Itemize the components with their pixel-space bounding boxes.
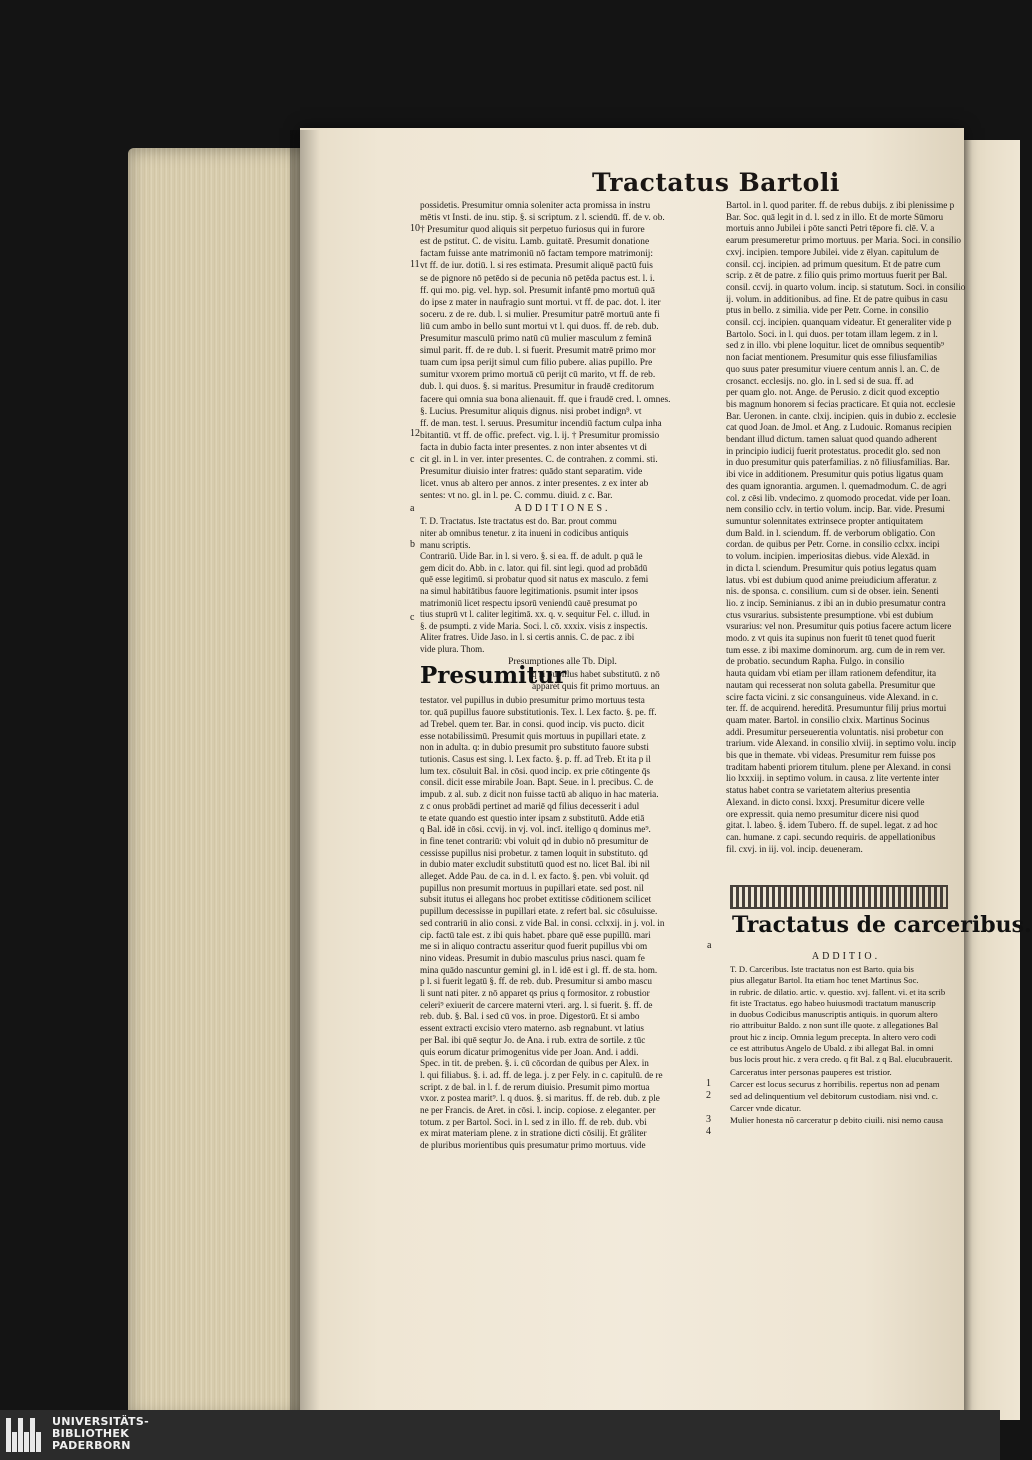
text-line: ore expressit. quia nemo presumitur dicere nisi quod [726, 808, 919, 819]
presumitur-line-2: apparet quis fit primo mortuus. an [532, 682, 660, 693]
text-line: tutionis. Casus est sing. l. Lex facto. §. p. ff. ad Treb. Et ita p il [420, 753, 651, 764]
text-line: l. qui filiabus. §. i. ad. ff. de lega. j. z per Fely. in c. capitulū. de re [420, 1069, 663, 1080]
text-line: sumitur vxorem primo mortuā cū perijt cū marito, vt ff. de reb. [420, 370, 656, 381]
text-line: me si in aliquo contractu asseritur quod fuerit pupillus vbi om [420, 941, 648, 952]
facing-page-edge [960, 140, 1020, 1420]
text-line: sed contrariū in alio consi. z vide Bal. in consi. cclxxij. in j. vol. in [420, 917, 665, 928]
text-line: bus locis prout hic. z vera credo. q fit Bal. z q Bal. elucubrauerit. [730, 1054, 953, 1065]
text-line: nautam qui recesserat non soluta gabella. Presumitur que [726, 679, 936, 690]
text-line: se de pignore nō petēdo si de pecunia nō petēda pactus est. l. i. [420, 273, 655, 284]
text-line: prout hic z incip. Omnia legum precepta. In altero vero codi [730, 1031, 937, 1042]
text-line: do ipse z mater in naufragio sunt mortui. vt ff. de pac. dot. l. iter [420, 297, 661, 308]
text-line: in rubric. de dilatio. artic. v. questio. xvj. fallent. vi. et ita scrib [730, 986, 946, 997]
text-line: cip. factū tale est. z ibi quis habet. pbare quē esse pupillū. mari [420, 929, 651, 940]
margin-number: 12 [410, 428, 420, 439]
library-logo-icon [6, 1418, 46, 1452]
text-line: † Presumitur quod aliquis sit perpetuo furiosus qui in furore [420, 225, 645, 236]
text-line: ff. de man. test. l. seruus. Presumitur incendiū factum culpa inha [420, 418, 662, 429]
text-line: in dicta l. sciendum. Presumitur quis potius legatus quam [726, 562, 937, 573]
text-line: traditam habenti priorem titulum. plene per Alexand. in consi [726, 761, 952, 772]
text-line: niter ab omnibus tenetur. z ita inueni in codicibus antiquis [420, 527, 629, 538]
text-line: cit gl. in l. in ver. inter presentes. C. de contrahen. z commi. sti. [420, 454, 658, 465]
text-line: ad Trebel. quem ter. Bar. in consi. quod incip. vis pucto. dicit [420, 718, 645, 729]
text-line: Aliter fratres. Uide Jaso. in l. si certis annis. C. de pac. z ibi [420, 632, 635, 643]
text-line: des quam ignorantia. argumen. l. quemadmodum. C. de agri [726, 480, 947, 491]
margin-note-letter: a [410, 503, 415, 514]
page-stack-edge [128, 148, 314, 1418]
text-line: vide plura. Thom. [420, 643, 485, 654]
text-line: li sunt nati piter. z nō apparet qs prius q formositor. z robustior [420, 988, 650, 999]
text-line: te etate quando est questio inter ipsam z substitutū. Adde etiā [420, 812, 645, 823]
text-line: earum presumeretur primo mortuus. per Maria. Soci. in consilio [726, 235, 961, 246]
text-line: Bar. Soc. quā legit in d. l. sed z in illo. Et de morte Sūmoru [726, 211, 944, 222]
text-line: scrip. z ēt de patre. z filio quis primo mortuus fuerit per Bal. [726, 270, 948, 281]
text-line: facere qui omnia sua bona alienauit. ff. que i fraudē cred. l. omnes. [420, 394, 671, 405]
text-line: Presumitur diuisio inter fratres: quādo stant separatim. vide [420, 467, 643, 478]
text-line: totum. z per Bartol. Soci. in l. sed z in illo. ff. de reb. dub. vbi [420, 1116, 647, 1127]
text-line: z c onus probādi pertinet ad mariē qd filius decesserit i adul [420, 800, 640, 811]
text-line: quo suus pater presumitur viuere centum annis l. an. C. de [726, 363, 940, 374]
text-line: mortuis anno Jubilei i pōte sancti Petri tēpore fi. clē. V. a [726, 223, 935, 234]
text-line: simul parit. ff. de re dub. l. si fuerit. Presumit matrē primo mor [420, 346, 656, 357]
text-line: in fine tenet contrariū: vbi voluit qd in dubio nō presumitur de [420, 835, 649, 846]
text-line: testator. vel pupillus in dubio presumitur primo mortuus testa [420, 695, 645, 706]
text-line: nis. de sponsa. c. consilium. cum si de obser. iein. Senenti [726, 586, 939, 597]
text-line: ij. volum. in additionibus. ad fine. Et de patre quibus in casu [726, 293, 948, 304]
left-additiones-text [420, 516, 705, 655]
text-line: factam fuisse ante matrimoniū nō factam tempore matrimonij: [420, 249, 653, 260]
text-line: ex mirat materiam plene. z in stratione dicti cōsilij. Et grāliter [420, 1128, 647, 1139]
library-name-line-3: PADERBORN [52, 1439, 131, 1452]
text-line: ctus vsurarius. subsistente presumptione. vbi est dubium [726, 609, 934, 620]
text-line: latus. vbi est dubium quod anime preiudicium afferatur. z [726, 574, 937, 585]
text-line: quis eorum dicatur primogenitus vide per Joan. And. i addi. [420, 1046, 639, 1057]
running-head: Tractatus Bartoli [592, 168, 840, 197]
text-line: dub. l. qui duos. §. si maritus. Presumitur in fraudē creditorum [420, 382, 655, 393]
text-line: in principio iudicij fuerit protestatus. procedit glo. sed non [726, 445, 941, 456]
text-line: est de pstitut. C. de visitu. Lamb. guitatē. Presumit donatione [420, 237, 650, 248]
text-line: ter. ff. de acquirend. hereditā. Presumuntur filij prius mortui [726, 703, 947, 714]
section-title: Tractatus de carceribus. [732, 912, 1032, 938]
right-summary-list [730, 1066, 962, 1126]
text-line: mētis vt Insti. de inu. stip. §. si scriptum. z l. sciendū. ff. de v. ob. [420, 213, 665, 224]
text-line: fit iste Tractatus. ego habeo huiusmodi tractatum manuscrip [730, 997, 936, 1008]
spine-shadow [290, 130, 320, 1420]
margin-number: 4 [706, 1126, 711, 1137]
text-line: lio. z incip. Seminianus. z ibi an in dubio presumatur contra [726, 597, 946, 608]
text-line: tum esse. z ibi maxime dominorum. arg. cum de in rem ver. [726, 644, 946, 655]
text-line: sentes: vt no. gl. in l. pe. C. commu. diuid. z c. Bar. [420, 491, 613, 502]
text-line: cessisse pupillus nisi probetur. z tamen loquit in substituto. qd [420, 847, 648, 858]
text-line: pupillum decessisse in pupillari etate. z refert bal. sic cōsuluisse. [420, 906, 658, 917]
text-line: consil. dicit esse mirabile Joan. Bapt. Seue. in l. precibus. C. de [420, 777, 654, 788]
presumptiones-heading: Presumptiones alle Tb. Dipl. [508, 657, 617, 668]
text-line: possidetis. Presumitur omnia soleniter acta promissa in instru [420, 201, 651, 211]
text-line: mina quādo nascuntur gemini gl. in l. idē est i gl. ff. de sta. hom. [420, 964, 658, 975]
library-name-line-2: BIBLIOTHEK [52, 1427, 130, 1440]
text-line: reb. dub. §. Bal. i sed cū vos. in proe. Digestorū. Et si ambo [420, 1011, 640, 1022]
margin-note-letter: c [410, 454, 415, 465]
text-line: consil. ccj. incipien. ad primum quesitum. Et de patre cum [726, 258, 941, 269]
text-line: non in adulta. q: in dubio presumit pro substituto fauore substi [420, 742, 649, 753]
text-line: tuam cum ipsa perijt simul cum filio pubere. alias pupillo. Pre [420, 358, 653, 369]
text-line: T. D. Carceribus. Iste tractatus non est Barto. quia bis [730, 964, 914, 974]
text-line: sed ad delinquentium vel debitorum custodiam. nisi vnd. c. [730, 1090, 938, 1101]
margin-number: 1 [706, 1078, 711, 1089]
text-line: cxvj. incipien. tempore Jubilei. vide z ēlyan. capitulum de [726, 246, 939, 257]
library-name [52, 1416, 149, 1452]
text-line: alleget. Adde Pau. de ca. in d. l. ex facto. §. pen. vbi voluit. qd [420, 871, 649, 882]
right-main-text [726, 200, 966, 855]
text-line: tius stuprū vt l. caliter legitimā. xx. q. v. sequitur Fel. c. illud. in [420, 609, 650, 620]
margin-number: 3 [706, 1114, 711, 1125]
text-line: de pluribus morientibus quis presumatur primo mortuus. vide [420, 1140, 646, 1151]
text-line: status habet contra se varietatem alterius presentia [726, 785, 911, 796]
text-line: cordan. de quibus per Petr. Corne. in consilio cclxx. incipi [726, 539, 940, 550]
text-line: ff. qui mo. pig. vel. hyp. sol. Presumit infantē pmo mortuū quā [420, 285, 655, 296]
text-line: bis que in themate. vbi videas. Presumitur rem fuisse pos [726, 750, 936, 761]
text-line: ne per Francis. de Aret. in cōsi. l. incip. copiose. z eleganter. per [420, 1105, 656, 1116]
text-line: esse notabilissimū. Presumit quis mortuus in pupillari etate. z [420, 730, 646, 741]
margin-note-letter: b [410, 539, 415, 550]
text-line: Spec. in tit. de preben. §. i. cū cōcordan de quibus per Alex. in [420, 1058, 649, 1069]
text-line: manu scriptis. [420, 539, 471, 550]
text-line: Alexand. in dicto consi. lxxxj. Presumitur dicere velle [726, 796, 925, 807]
text-line: de probatio. secundum Rapha. Fulgo. in consilio [726, 656, 905, 667]
text-line: bitantiū. vt ff. de offic. prefect. vig. l. ij. † Presumitur promissio [420, 430, 660, 441]
text-line: ce est attributus Angelo de Ubald. z ibi allegat Bal. in omni [730, 1043, 934, 1054]
text-line: essent extracti excisio vtero materno. asb regnabunt. vt latius [420, 1023, 645, 1034]
margin-number: 11 [410, 259, 420, 270]
text-line: bendant illud dictum. tamen saluat quod quando adherent [726, 434, 937, 445]
library-name-line-1: UNIVERSITÄTS- [52, 1415, 149, 1428]
text-line: impub. z al. sub. z dicit non fuisse tactū ab aliquo in hac materia. [420, 789, 659, 800]
text-line: subsit itutus ei allegans hoc probet extitisse cōditionem scilicet [420, 894, 652, 905]
text-line: ibi vice in additionem. Presumitur quis potius ligatus quam [726, 469, 944, 480]
text-line: lum tex. cōsuluit Bal. in cōsi. quod incip. ex prie cōtingente q̄s [420, 765, 650, 776]
text-line: sumuntur solennitates extrinsece propter antiquitatem [726, 515, 923, 526]
text-line: per quam glo. not. Ange. de Perusio. z dicit quod exceptio [726, 387, 940, 398]
text-line: Bar. Ueronen. in cante. clxij. incipien. quis in dubio z. ecclesie [726, 410, 957, 421]
margin-number: 10 [410, 223, 420, 234]
margin-note-letter: c [410, 612, 415, 623]
text-line: nino videas. Presumit in dubio masculus prius nasci. quam fe [420, 952, 645, 963]
text-line: Mulier honesta nō carceratur p debito ciuili. nisi nemo causa [730, 1114, 944, 1125]
text-line: pupillus non presumit mortuus in pupillari etate. sed post. nil [420, 882, 644, 893]
text-line: quam mater. Bartol. in consilio clxix. Martinus Socinus [726, 714, 930, 725]
text-line: dum Bald. in l. sciendum. ff. de verborum obligatio. Con [726, 527, 936, 538]
text-line: hauta quidam vbi etiam per illam rationem defenditur, ita [726, 668, 937, 679]
text-line: vsurarius: vel non. Presumitur quis potius facere actum licere [726, 621, 952, 632]
left-main-text [420, 200, 705, 502]
text-line: lio lxxxiij. in septimo volum. in causa. z lite vertente inter [726, 773, 940, 784]
text-line: Carceratus inter personas pauperes est tristior. [730, 1066, 892, 1077]
text-line: q Bal. idē in cōsi. ccvij. in vj. vol. incī. itelligo q dominus me⁹. [420, 824, 651, 835]
margin-note-letter: a [707, 940, 712, 951]
text-line: soceru. z de re. dub. l. si mulier. Presumitur patrē mortuū ante fi [420, 309, 660, 320]
text-line: non faciat mentionem. Presumitur quis esse filiusfamilias [726, 352, 938, 363]
text-line: facta in dubio facta inter presentes. z non inter absentes vt di [420, 442, 648, 453]
additio-heading: ADDITIO. [811, 951, 881, 962]
text-line: licet. vnus ab altero per annos. z inter presentes. z ex inter ab [420, 479, 649, 490]
decorated-initial-word: Presumitur [420, 662, 567, 689]
text-line: Carcer est locus securus z horribilis. repertus non ad penam [730, 1078, 940, 1089]
additiones-heading: ADDITIONES. [514, 503, 611, 515]
right-text-column [726, 200, 966, 855]
text-line: quē esse legitimū. si probatur quod sit natus ex masculo. z femi [420, 574, 649, 585]
presumitur-line-1: q si pupillus habet substitutū. z nō [532, 670, 660, 681]
text-line: §. de psumpti. z vide Maria. Soci. l. cō. xxxix. visis z inspectis. [420, 620, 648, 631]
text-line: in dubio mater excludit substitutū quod est no. licet Bal. ibi nil [420, 859, 650, 870]
text-line: to volum. incipien. imperiositas diebus. vide Alexād. in [726, 551, 930, 562]
margin-number: 2 [706, 1090, 711, 1101]
text-line: trarium. vide Alexand. in consilio xlviij. in septimo volu. incip [726, 738, 956, 749]
library-footer-bar [0, 1410, 1000, 1460]
text-line: celeri⁹ exiuerit de carcere materni vteri. arg. l. si fuerit. §. ff. de [420, 999, 653, 1010]
text-line: na simul habitātibus fauore legitimationis. psumit inter ipsos [420, 585, 638, 596]
text-line: Contrariū. Uide Bar. in l. si vero. §. si ea. ff. de adult. p quā le [420, 551, 643, 562]
text-line: bis magnum honorem si fecias practicare. Et quia not. ecclesie [726, 398, 956, 409]
text-line: can. humane. z capi. secundo requiris. de appellationibus [726, 831, 936, 842]
text-line: scire facta vicini. z sic consanguineus. vide Alexand. in c. [726, 691, 939, 702]
text-line: T. D. Tractatus. Iste tractatus est do. Bar. prout commu [420, 516, 617, 527]
text-line: per Bal. ibi quē seqtur Jo. de Ana. i rub. extra de sortile. z tūc [420, 1034, 646, 1045]
text-line: liū cum ambo in bello sunt mortui vt l. qui duos. ff. de reb. dub. [420, 321, 659, 332]
text-line: matrimoniū licet respectu ipsorū veniendū cauē presumat po [420, 597, 638, 608]
text-line: gitat. l. labeo. §. idem Tubero. ff. de supel. legat. z ad hoc [726, 820, 938, 831]
text-line: fil. cxvj. in iij. vol. incip. deueneram. [726, 843, 863, 854]
text-line: Bartol. in l. quod pariter. ff. de rebus dubijs. z ibi plenissime p [726, 200, 955, 210]
text-line: consil. ccvij. in quarto volum. incip. si statutum. Soci. in consilio [726, 281, 966, 292]
text-line: cat quod Joan. de Jmol. et Ang. z Ludouic. Romanus recipien [726, 422, 952, 433]
text-line: addi. Presumitur perseuerentia voluntatis. nisi probetur con [726, 726, 944, 737]
text-line: tor. quā pupillus fauore substitutionis. Tex. l. Lex facto. §. pe. ff. [420, 707, 657, 718]
text-line: col. z cēsi lib. vndecimo. z quomodo procedat. vide per Ioan. [726, 492, 951, 503]
text-line: Carcer vnde dicatur. [730, 1102, 802, 1113]
text-line: vxor. z postea marit⁹. l. q duos. §. si maritus. ff. de reb. dub. z ple [420, 1093, 660, 1104]
text-line: sed z in illo. vbi plene loquitur. licet de omnibus sequentib⁹ [726, 340, 945, 351]
text-line: rio attribuitur Baldo. z non sunt ille quote. z allegationes Bal [730, 1020, 939, 1031]
right-additio-text [730, 964, 962, 1066]
text-line: consil. ccj. incipien. quanquam videatur. Et generaliter vide p [726, 317, 952, 328]
text-line: p l. si fuerit legatū §. ff. de reb. dub. Presumitur si ambo mascu [420, 976, 653, 987]
ornamental-border [730, 885, 948, 909]
text-line: vt ff. de iur. dotiū. l. si res estimata. Presumit aliquē pactū fuis [420, 261, 653, 272]
text-line: ptus in bello. z similia. vide per Petr. Corne. in consilio [726, 305, 929, 316]
text-line: in duo presumitur quis paterfamilias. z nō filiusfamilias. Bar. [726, 457, 950, 468]
text-line: modo. z vt quis ita supinus non fuerit tū tenet quod fuerit [726, 633, 936, 644]
text-line: crosanct. ecclesijs. no. glo. in l. sed si de sua. ff. ad [726, 375, 914, 386]
text-line: Presumitur masculū primo natū cū mulier masculum z feminā [420, 334, 652, 345]
text-line: §. Lucius. Presumitur aliquis dignus. nisi probet indign⁹. vt [420, 406, 642, 417]
text-line: Bartolo. Soci. in l. qui duos. per totam illam legem. z in l. [726, 328, 938, 339]
right-additio-block [730, 950, 962, 1126]
text-line: in duobus Codicibus manuscriptis antiquis. in quorum altero [730, 1009, 938, 1020]
text-line: gem dicit do. Abb. in c. lator. qui fil. sint legi. quod ad probādū [420, 562, 648, 573]
text-line: pius allegatur Bartol. Ita etiam hoc tenet Martinus Soc. [730, 975, 919, 986]
text-line: nem consilio cclv. in tertio volum. incip. Bar. vide. Presumi [726, 504, 945, 515]
text-line: script. z de bal. in l. f. de rerum diuisio. Presumit pimo mortua [420, 1081, 650, 1092]
left-body-text [420, 695, 705, 1151]
